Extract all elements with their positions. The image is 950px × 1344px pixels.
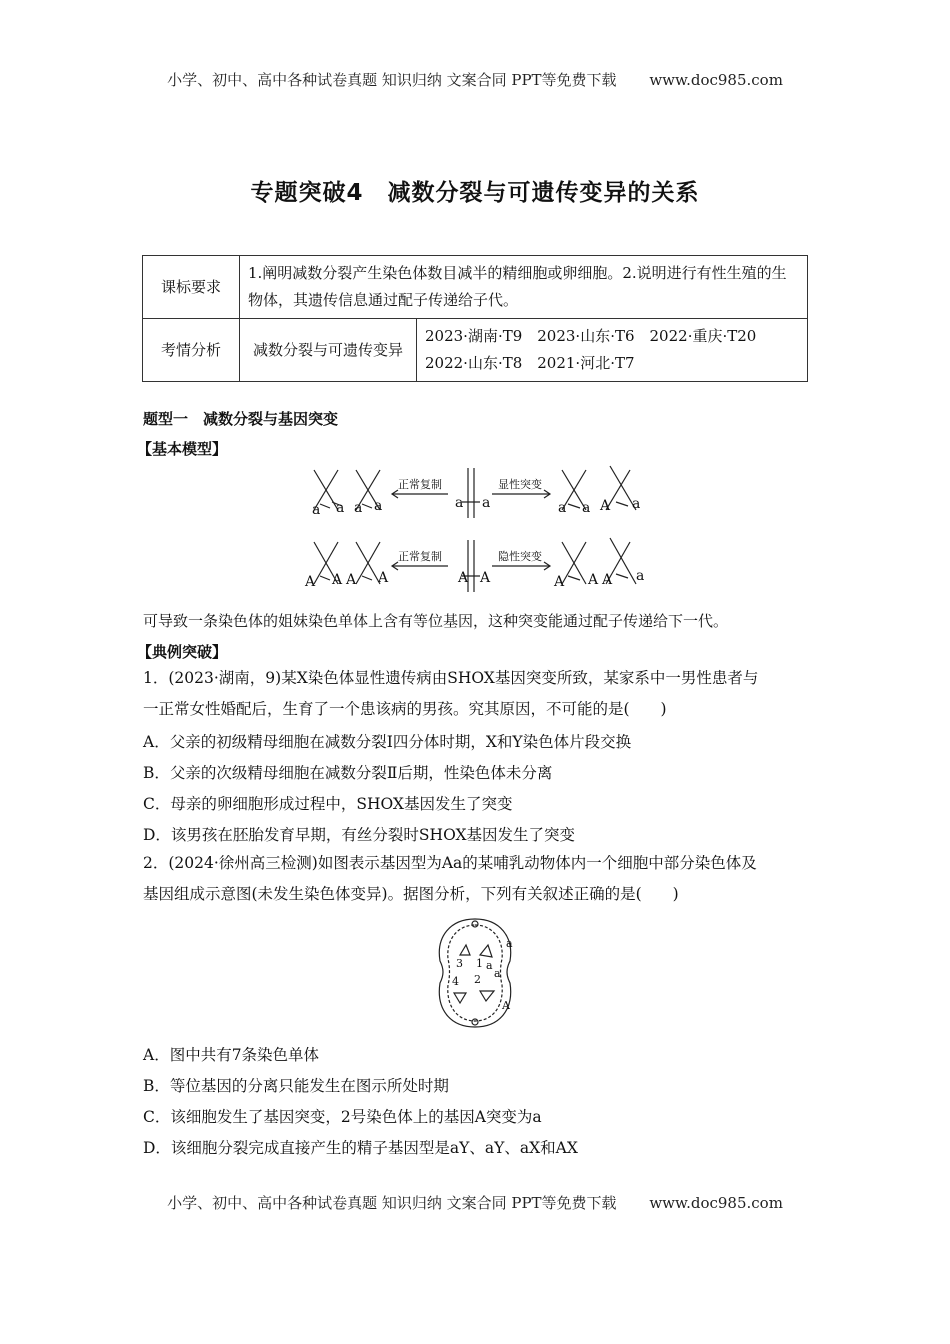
gene-label: a bbox=[558, 500, 567, 516]
gene-label: a bbox=[374, 498, 383, 514]
header-text: 小学、初中、高中各种试卷真题 知识归纳 文案合同 PPT等免费下载 bbox=[167, 71, 617, 89]
refs-line1: 2023·湖南·T9 2023·山东·T6 2022·重庆·T20 bbox=[425, 327, 757, 345]
chromatid-line bbox=[610, 538, 636, 584]
gene-label: a bbox=[486, 959, 493, 972]
q1-stem-line2: 一正常女性婚配后，生育了一个患该病的男孩。究其原因，不可能的是( ) bbox=[143, 700, 667, 718]
section-title: 题型一 减数分裂与基因突变 bbox=[143, 410, 339, 428]
table-row bbox=[143, 256, 808, 319]
row2-refs bbox=[417, 319, 808, 382]
q2-option-d[interactable]: D．该细胞分裂完成直接产生的精子基因型是aY、aY、aX和AX bbox=[143, 1139, 578, 1157]
arrow-label: 正常复制 bbox=[398, 550, 442, 563]
gene-label: a bbox=[354, 500, 363, 516]
row1-label: 课标要求 bbox=[143, 256, 240, 319]
q1-option-a[interactable]: A．父亲的初级精母细胞在减数分裂Ⅰ四分体时期，X和Y染色体片段交换 bbox=[143, 733, 632, 751]
gene-label: A bbox=[502, 999, 510, 1012]
gene-label: a bbox=[494, 967, 501, 980]
gene-label: A bbox=[332, 572, 343, 588]
cell-diagram bbox=[430, 915, 520, 1031]
row2-label: 考情分析 bbox=[143, 319, 240, 382]
footer-text: 小学、初中、高中各种试卷真题 知识归纳 文案合同 PPT等免费下载 bbox=[167, 1194, 617, 1212]
row1-content: 1.阐明减数分裂产生染色体数目减半的精细胞或卵细胞。2.说明进行有性生殖的生物体，其遗传信息通过配子传递给子代。 bbox=[240, 256, 808, 319]
gene-tick bbox=[616, 502, 628, 506]
footer-url[interactable]: www.doc985.com bbox=[649, 1194, 783, 1212]
q2-option-b[interactable]: B．等位基因的分离只能发生在图示所处时期 bbox=[143, 1077, 449, 1095]
basic-model-label: 【基本模型】 bbox=[137, 440, 228, 458]
gene-label: a bbox=[636, 568, 645, 584]
q1-option-d[interactable]: D．该男孩在胚胎发育早期，有丝分裂时SHOX基因发生了突变 bbox=[143, 826, 576, 844]
q2-stem-line2: 基因组成示意图(未发生染色体变异)。据图分析，下列有关叙述正确的是( ) bbox=[143, 885, 679, 903]
chromosome-2 bbox=[480, 991, 494, 1001]
cell-label: 2 bbox=[474, 973, 481, 986]
gene-label: A bbox=[600, 498, 611, 514]
gene-tick bbox=[362, 576, 372, 580]
chromosome-1 bbox=[480, 945, 492, 957]
refs-line2: 2022·山东·T8 2021·河北·T7 bbox=[425, 354, 635, 372]
q1-stem-line1: 1．(2023·湖南，9)某X染色体显性遗传病由SHOX基因突变所致，某家系中一男性患者与 bbox=[143, 669, 759, 687]
table-row bbox=[143, 319, 808, 382]
gene-tick bbox=[568, 504, 580, 508]
gene-label: a bbox=[455, 495, 464, 511]
gene-label: A bbox=[305, 574, 316, 590]
page-header bbox=[0, 69, 950, 90]
gene-label: A bbox=[458, 570, 469, 586]
centrosome-top bbox=[472, 921, 478, 927]
q2-option-c[interactable]: C．该细胞发生了基因突变，2号染色体上的基因A突变为a bbox=[143, 1108, 542, 1126]
q2-option-a[interactable]: A．图中共有7条染色单体 bbox=[143, 1046, 320, 1064]
page-footer bbox=[0, 1192, 950, 1213]
gene-label: a bbox=[336, 500, 345, 516]
q1-option-c[interactable]: C．母亲的卵细胞形成过程中，SHOX基因发生了突变 bbox=[143, 795, 513, 813]
cell-label: 1 bbox=[476, 957, 483, 970]
gene-tick bbox=[320, 576, 330, 580]
gene-label: a bbox=[482, 495, 491, 511]
gene-label: A bbox=[554, 574, 565, 590]
gene-label: A bbox=[378, 570, 389, 586]
gene-label: a bbox=[506, 937, 513, 950]
page-title: 专题突破4 减数分裂与可遗传变异的关系 bbox=[250, 180, 700, 206]
gene-tick bbox=[320, 504, 330, 508]
mutation-diagram bbox=[300, 462, 660, 602]
gene-label: a bbox=[582, 500, 591, 516]
cell-label: 3 bbox=[456, 957, 463, 970]
gene-label: a bbox=[632, 496, 641, 512]
gene-label: A bbox=[480, 570, 491, 586]
summary-text: 可导致一条染色体的姐妹染色单体上含有等位基因，这种突变能通过配子传递给下一代。 bbox=[143, 612, 729, 630]
centrosome-bottom bbox=[472, 1019, 478, 1025]
q2-stem bbox=[143, 848, 811, 910]
requirements-table bbox=[142, 255, 808, 382]
cell-label: 4 bbox=[452, 975, 459, 988]
arrow-label: 正常复制 bbox=[398, 478, 442, 491]
gene-label: A bbox=[346, 572, 357, 588]
arrow-label: 显性突变 bbox=[498, 478, 542, 491]
gene-tick bbox=[568, 576, 580, 580]
gene-tick bbox=[362, 504, 372, 508]
chromosome-3 bbox=[460, 945, 470, 955]
q1-stem bbox=[143, 663, 811, 725]
gene-label: a bbox=[312, 502, 321, 518]
q2-stem-line1: 2．(2024·徐州高三检测)如图表示基因型为Aa的某哺乳动物体内一个细胞中部分染色体及 bbox=[143, 854, 757, 872]
gene-tick bbox=[616, 574, 628, 578]
example-label: 【典例突破】 bbox=[137, 643, 228, 661]
header-url[interactable]: www.doc985.com bbox=[649, 71, 783, 89]
gene-label: A bbox=[602, 572, 613, 588]
arrow-label: 隐性突变 bbox=[498, 550, 542, 563]
gene-label: A bbox=[588, 572, 599, 588]
q1-option-b[interactable]: B．父亲的次级精母细胞在减数分裂Ⅱ后期，性染色体未分离 bbox=[143, 764, 553, 782]
chromosome-4 bbox=[454, 993, 466, 1003]
row2-topic: 减数分裂与可遗传变异 bbox=[240, 319, 417, 382]
